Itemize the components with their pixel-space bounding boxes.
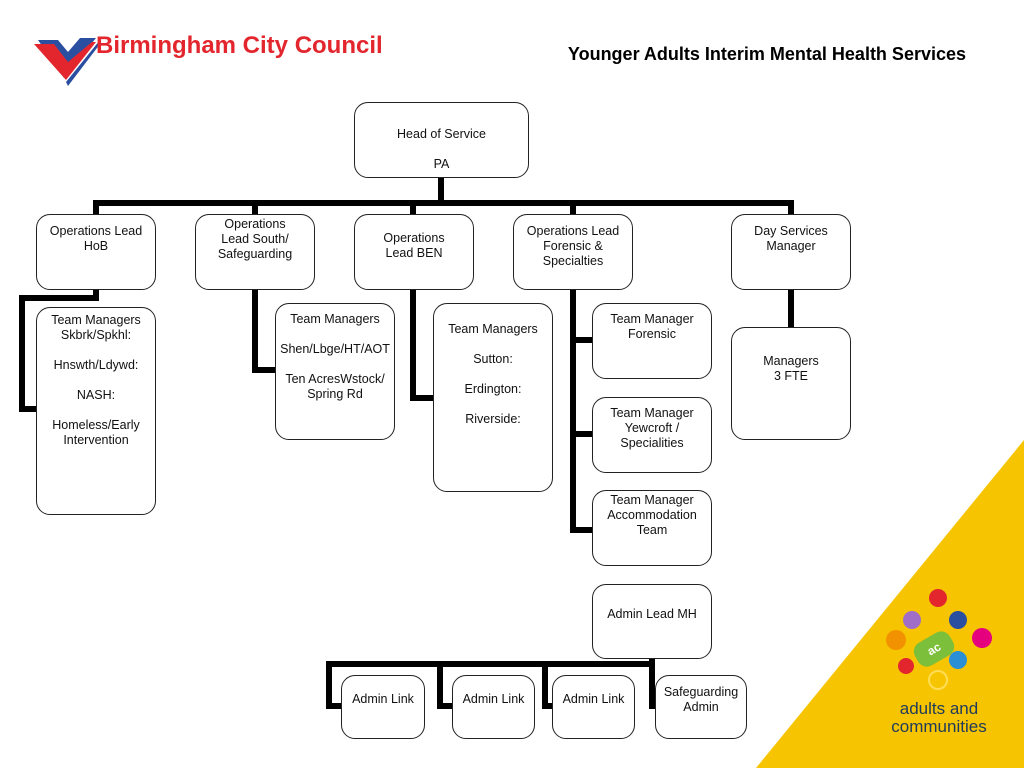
head-of-service-box: Head of Service PA [354, 102, 529, 178]
council-name: Birmingham City Council [96, 32, 383, 59]
admin-link-box: Admin Link [452, 675, 535, 739]
footer-brand-label: adults and communities [891, 699, 987, 736]
operations-lead-forensic-box: Operations Lead Forensic & Specialties [513, 214, 633, 290]
day-services-manager-box: Day Services Manager [731, 214, 851, 290]
ac-badge: ac [924, 639, 944, 659]
admin-link-box: Admin Link [341, 675, 425, 739]
operations-lead-ben-box: Operations Lead BEN [354, 214, 474, 290]
page-title: Younger Adults Interim Mental Health Services [567, 44, 966, 64]
admin-link-box: Admin Link [552, 675, 635, 739]
team-manager-yewcroft-box: Team Manager Yewcroft / Specialities [592, 397, 712, 473]
team-managers-skbrk-box: Team Managers Skbrk/Spkhl: Hnswth/Ldywd: NASH: Homeless/Early Intervention [36, 307, 156, 515]
managers-3-fte-box: Managers 3 FTE [731, 327, 851, 440]
team-managers-sutton-box: Team Managers Sutton: Erdington: Riverside: [433, 303, 553, 492]
team-manager-forensic-box: Team Manager Forensic [592, 303, 712, 379]
team-manager-accommodation-box: Team Manager Accommodation Team [592, 490, 712, 566]
team-managers-shen-box: Team Managers Shen/Lbge/HT/AOT Ten AcresWstock/ Spring Rd [275, 303, 395, 440]
operations-lead-south-box: Operations Lead South/ Safeguarding [195, 214, 315, 290]
operations-lead-hob-box: Operations Lead HoB [36, 214, 156, 290]
safeguarding-admin-box: Safeguarding Admin [655, 675, 747, 739]
admin-lead-mh-box: Admin Lead MH [592, 584, 712, 659]
